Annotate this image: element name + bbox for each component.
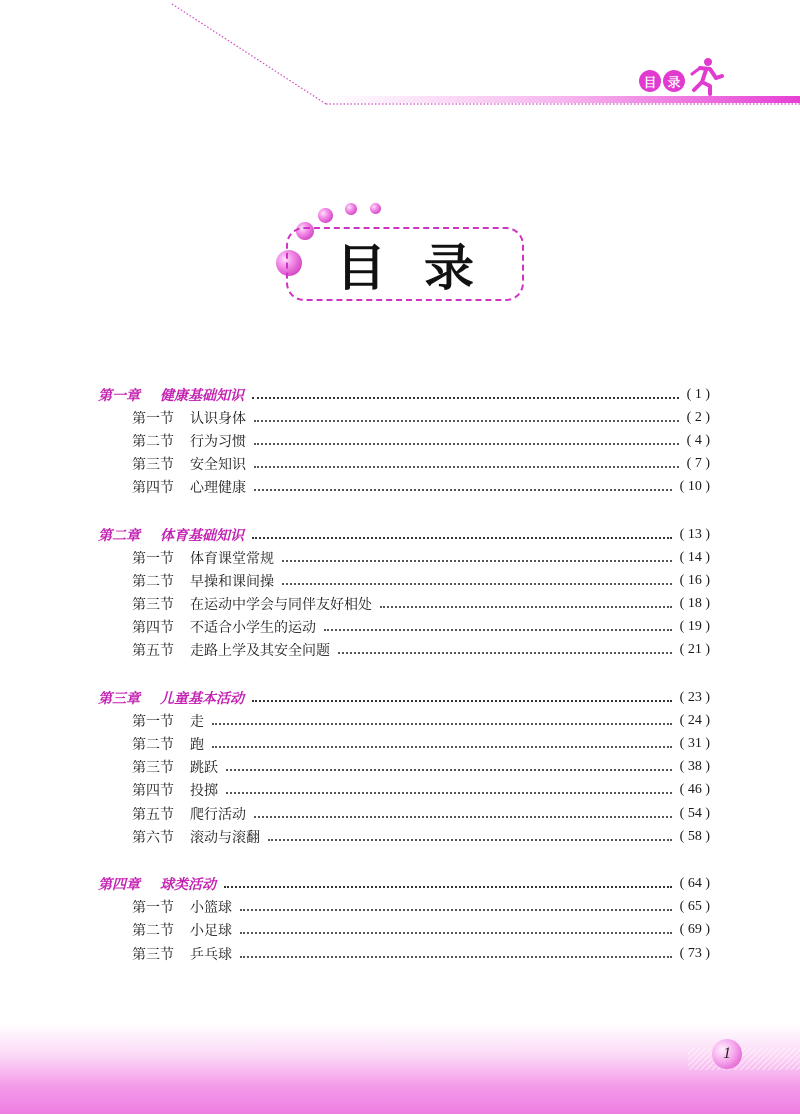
toc-chapter-row[interactable] bbox=[98, 686, 710, 709]
section-page: ( 58 ) bbox=[679, 828, 710, 844]
section-number: 第三节 bbox=[132, 457, 174, 474]
section-title: 心理健康 bbox=[190, 480, 246, 497]
leader-dots bbox=[226, 769, 672, 771]
section-page: ( 73 ) bbox=[679, 945, 710, 961]
chapter-page: ( 13 ) bbox=[679, 526, 710, 542]
toc-chapter-row[interactable] bbox=[98, 383, 710, 406]
section-title: 滚动与滚翻 bbox=[190, 829, 260, 846]
leader-dots bbox=[282, 583, 672, 585]
section-number: 第一节 bbox=[132, 713, 174, 730]
toc-chapter bbox=[98, 383, 710, 499]
section-page: ( 69 ) bbox=[679, 922, 710, 938]
leader-dots bbox=[338, 652, 672, 654]
page-number-text: 1 bbox=[723, 1045, 731, 1062]
section-number: 第二节 bbox=[132, 737, 174, 754]
table-of-contents bbox=[98, 383, 710, 989]
section-page: ( 21 ) bbox=[679, 642, 710, 658]
toc-section-row[interactable] bbox=[98, 453, 710, 476]
page-number bbox=[712, 1039, 742, 1069]
section-title: 体育课堂常规 bbox=[190, 550, 274, 567]
chapter-number: 第一章 bbox=[98, 387, 140, 404]
chapter-page: ( 23 ) bbox=[679, 689, 710, 705]
section-number: 第六节 bbox=[132, 829, 174, 846]
decorative-bubble bbox=[318, 208, 333, 223]
section-title: 在运动中学会与同伴友好相处 bbox=[190, 597, 372, 614]
section-title: 乒乓球 bbox=[190, 946, 232, 963]
leader-dots bbox=[240, 932, 672, 934]
chapter-number: 第四章 bbox=[98, 876, 140, 893]
leader-dots bbox=[212, 723, 672, 725]
header-badge bbox=[634, 68, 690, 94]
section-title: 小篮球 bbox=[190, 900, 232, 917]
leader-dots bbox=[240, 956, 672, 958]
decorative-bubble bbox=[345, 203, 357, 215]
leader-dots bbox=[254, 466, 679, 468]
toc-section-row[interactable] bbox=[98, 593, 710, 616]
toc-section-row[interactable] bbox=[98, 709, 710, 732]
leader-dots bbox=[252, 700, 672, 702]
toc-section-row[interactable] bbox=[98, 919, 710, 942]
toc-section-row[interactable] bbox=[98, 546, 710, 569]
section-page: ( 24 ) bbox=[679, 712, 710, 728]
leader-dots bbox=[254, 443, 679, 445]
section-page: ( 65 ) bbox=[679, 899, 710, 915]
section-number: 第四节 bbox=[132, 783, 174, 800]
chapter-number: 第二章 bbox=[98, 527, 140, 544]
section-title: 跑 bbox=[190, 737, 204, 754]
footer-hatch-decoration bbox=[688, 1048, 800, 1070]
section-title: 不适合小学生的运动 bbox=[190, 620, 316, 637]
section-number: 第四节 bbox=[132, 480, 174, 497]
toc-section-row[interactable] bbox=[98, 732, 710, 755]
leader-dots bbox=[268, 839, 672, 841]
decorative-bubble bbox=[370, 203, 381, 214]
toc-section-row[interactable] bbox=[98, 756, 710, 779]
toc-chapter-row[interactable] bbox=[98, 523, 710, 546]
section-title: 小足球 bbox=[190, 923, 232, 940]
section-page: ( 7 ) bbox=[686, 456, 710, 472]
toc-section-row[interactable] bbox=[98, 942, 710, 965]
section-number: 第三节 bbox=[132, 946, 174, 963]
toc-chapter bbox=[98, 686, 710, 848]
leader-dots bbox=[254, 489, 672, 491]
toc-section-row[interactable] bbox=[98, 616, 710, 639]
chapter-title: 体育基础知识 bbox=[160, 527, 244, 544]
header-badge-char: 录 bbox=[663, 70, 685, 92]
header-badge-char: 目 bbox=[639, 70, 661, 92]
footer-band bbox=[0, 1024, 800, 1114]
leader-dots bbox=[212, 746, 672, 748]
section-number: 第一节 bbox=[132, 550, 174, 567]
section-title: 行为习惯 bbox=[190, 433, 246, 450]
section-number: 第三节 bbox=[132, 760, 174, 777]
section-number: 第三节 bbox=[132, 597, 174, 614]
chapter-page: ( 1 ) bbox=[686, 386, 710, 402]
leader-dots bbox=[254, 816, 672, 818]
section-page: ( 14 ) bbox=[679, 549, 710, 565]
toc-section-row[interactable] bbox=[98, 779, 710, 802]
section-page: ( 2 ) bbox=[686, 409, 710, 425]
section-number: 第二节 bbox=[132, 573, 174, 590]
section-title: 认识身体 bbox=[190, 410, 246, 427]
toc-section-row[interactable] bbox=[98, 429, 710, 452]
section-number: 第一节 bbox=[132, 900, 174, 917]
section-page: ( 16 ) bbox=[679, 572, 710, 588]
toc-section-row[interactable] bbox=[98, 825, 710, 848]
leader-dots bbox=[282, 560, 672, 562]
toc-section-row[interactable] bbox=[98, 569, 710, 592]
page-title: 目录 bbox=[336, 239, 512, 297]
section-page: ( 46 ) bbox=[679, 782, 710, 798]
section-number: 第五节 bbox=[132, 806, 174, 823]
section-title: 投掷 bbox=[190, 783, 218, 800]
section-number: 第五节 bbox=[132, 643, 174, 660]
runner-icon bbox=[686, 56, 726, 96]
toc-chapter bbox=[98, 523, 710, 662]
leader-dots bbox=[240, 909, 672, 911]
toc-section-row[interactable] bbox=[98, 896, 710, 919]
section-title: 走 bbox=[190, 713, 204, 730]
chapter-title: 球类活动 bbox=[160, 876, 216, 893]
toc-section-row[interactable] bbox=[98, 406, 710, 429]
section-page: ( 31 ) bbox=[679, 736, 710, 752]
toc-section-row[interactable] bbox=[98, 802, 710, 825]
chapter-number: 第三章 bbox=[98, 690, 140, 707]
section-page: ( 10 ) bbox=[679, 479, 710, 495]
section-page: ( 54 ) bbox=[679, 805, 710, 821]
section-number: 第二节 bbox=[132, 433, 174, 450]
section-page: ( 18 ) bbox=[679, 596, 710, 612]
section-title: 早操和课间操 bbox=[190, 573, 274, 590]
section-number: 第四节 bbox=[132, 620, 174, 637]
section-page: ( 19 ) bbox=[679, 619, 710, 635]
toc-section-row[interactable] bbox=[98, 476, 710, 499]
chapter-title: 儿童基本活动 bbox=[160, 690, 244, 707]
leader-dots bbox=[252, 397, 679, 399]
chapter-title: 健康基础知识 bbox=[160, 387, 244, 404]
leader-dots bbox=[380, 606, 672, 608]
section-number: 第二节 bbox=[132, 923, 174, 940]
toc-chapter-row[interactable] bbox=[98, 872, 710, 895]
leader-dots bbox=[226, 792, 672, 794]
section-title: 安全知识 bbox=[190, 457, 246, 474]
section-page: ( 4 ) bbox=[686, 432, 710, 448]
leader-dots bbox=[252, 537, 672, 539]
toc-chapter bbox=[98, 872, 710, 965]
section-number: 第一节 bbox=[132, 410, 174, 427]
title-frame bbox=[286, 227, 524, 301]
section-title: 爬行活动 bbox=[190, 806, 246, 823]
leader-dots bbox=[224, 886, 672, 888]
leader-dots bbox=[254, 420, 679, 422]
chapter-page: ( 64 ) bbox=[679, 875, 710, 891]
section-title: 走路上学及其安全问题 bbox=[190, 643, 330, 660]
toc-section-row[interactable] bbox=[98, 639, 710, 662]
section-title: 跳跃 bbox=[190, 760, 218, 777]
section-page: ( 38 ) bbox=[679, 759, 710, 775]
leader-dots bbox=[324, 629, 672, 631]
